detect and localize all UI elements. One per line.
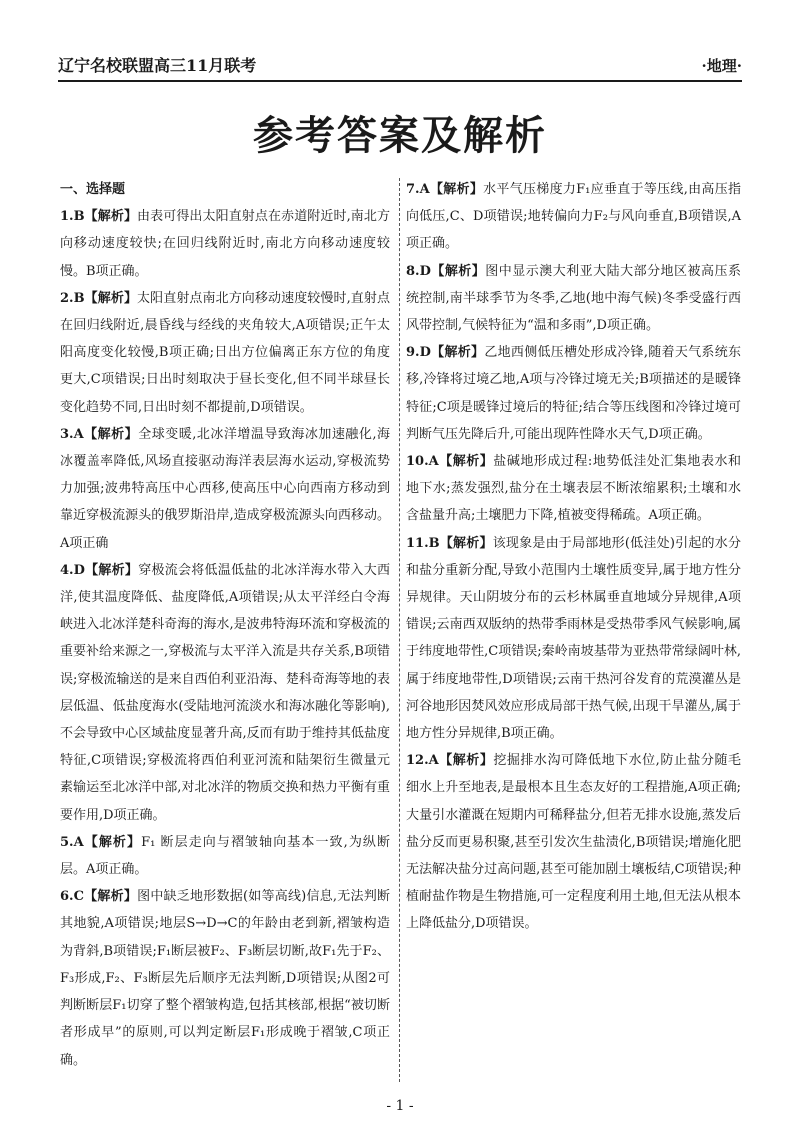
answer-item: 6.C【解析】图中缺乏地形数据(如等高线)信息,无法判断其地貌,A项错误;地层S→D→C的年龄由老到新,褶皱构造为背斜,B项错误;F₁断层被F₂、F₃断层切断,故F₁先于F₂、F₃形成,F₂、F₃断层先后顺序无法判断,D项错误;从图2可判断断层F₁切穿了整个褶皱构造,包括其核部,根据“被切断者形成早”的原则,可以判定断层F₁形成晚于褶皱,C项正确。: [60, 889, 390, 1068]
answer-item: 8.D【解析】图中显示澳大利亚大陆大部分地区被高压系统控制,南半球季节为冬季,乙地(地中海气候)冬季受盛行西风带控制,气候特征为“温和多雨”,D项正确。: [406, 263, 741, 334]
header-exam-name: 辽宁名校联盟高三11月联考: [58, 56, 257, 75]
answer-item: 4.D【解析】穿极流会将低温低盐的北冰洋海水带入大西洋,使其温度降低、盐度降低,A项错误;从太平洋经白令海峡进入北冰洋楚科奇海的海水,是波弗特海环流和穿极流的重要补给来源之一,穿极流与太平洋入流是共存关系,B项错误;穿极流输送的是来自西伯利亚沿海、楚科奇海等地的表层低温、低盐度海水(受陆地河流淡水和海冰融化等影响),不会导致中心区域盐度显著升高,反而有助于维持其低盐度特征,C项错误;穿极流将西伯利亚河流和陆架衍生微量元素输运至北冰洋中部,对北冰洋的物质交换和热力平衡有重要作用,D项正确。: [60, 562, 390, 823]
answer-item: 5.A【解析】F₁ 断层走向与褶皱轴向基本一致,为纵断层。A项正确。: [60, 834, 390, 878]
answer-columns: [60, 176, 740, 1080]
header-subject: ·地理·: [701, 57, 742, 75]
answer-item: 7.A【解析】水平气压梯度力F₁应垂直于等压线,由高压指向低压,C、D项错误;地转偏向力F₂与风向垂直,B项错误,A项正确。: [406, 182, 741, 252]
left-column: [60, 176, 390, 1074]
answer-item: 2.B【解析】太阳直射点南北方向移动速度较慢时,直射点在回归线附近,晨昏线与经线的夹角较大,A项错误;正午太阳高度变化较慢,B项正确;日出方位偏离正东方位的角度更大,C项错误;日出时刻取决于昼长变化,但不同半球昼长变化趋势不同,日出时刻不都提前,D项错误。: [60, 290, 390, 415]
answer-item: 12.A【解析】挖掘排水沟可降低地下水位,防止盐分随毛细水上升至地表,是最根本且生态友好的工程措施,A项正确;大量引水灌溉在短期内可稀释盐分,但若无排水设施,蒸发后盐分反而更易积聚,甚至引发次生盐渍化,B项错误;增施化肥无法解决盐分过高问题,甚至可能加剧土壤板结,C项错误;种植耐盐作物是生物措施,可一定程度利用土地,但无法从根本上降低盐分,D项错误。: [406, 753, 741, 932]
right-column: [406, 176, 741, 938]
page-header: [58, 54, 742, 82]
answer-item: 11.B【解析】该现象是由于局部地形(低洼处)引起的水分和盐分重新分配,导致小范围内土壤性质变异,属于地方性分异规律。天山阴坡分布的云杉林属垂直地域分异规律,A项错误;云南西双版纳的热带季雨林是受热带季风气候影响,属于纬度地带性,C项错误;秦岭南坡基带为亚热带常绿阔叶林,属于纬度地带性,D项错误;云南干热河谷发育的荒漠灌丛是河谷地形因焚风效应形成局部干热气候,出现干旱灌丛,属于地方性分异规律,B项正确。: [406, 535, 741, 742]
answer-item: 10.A【解析】盐碱地形成过程:地势低洼处汇集地表水和地下水;蒸发强烈,盐分在土壤表层不断浓缩累积;土壤和水含盐量升高;土壤肥力下降,植被变得稀疏。A项正确。: [406, 454, 741, 524]
answer-item: 9.D【解析】乙地西侧低压槽处形成冷锋,随着天气系统东移,冷锋将过境乙地,A项与冷锋过境无关;B项描述的是暖锋特征;C项是暖锋过境后的特征;结合等压线图和冷锋过境可判断气压先降后升,可能出现阵性降水天气,D项正确。: [406, 345, 741, 442]
section-title: 一、选择题: [60, 182, 126, 197]
answer-item: 1.B【解析】由表可得出太阳直射点在赤道附近时,南北方向移动速度较快;在回归线附近时,南北方向移动速度较慢。B项正确。: [60, 209, 390, 279]
document-title: 参考答案及解析: [253, 113, 547, 159]
page-number: - 1 -: [386, 1098, 414, 1114]
answer-item: 3.A【解析】全球变暖,北冰洋增温导致海冰加速融化,海冰覆盖率降低,风场直接驱动海洋表层海水运动,穿极流势力加强;波弗特高压中心西移,使高压中心向西南方移动到靠近穿极流源头的俄罗斯沿岸,造成穿极流源头向西移动。A项正确: [60, 426, 390, 551]
